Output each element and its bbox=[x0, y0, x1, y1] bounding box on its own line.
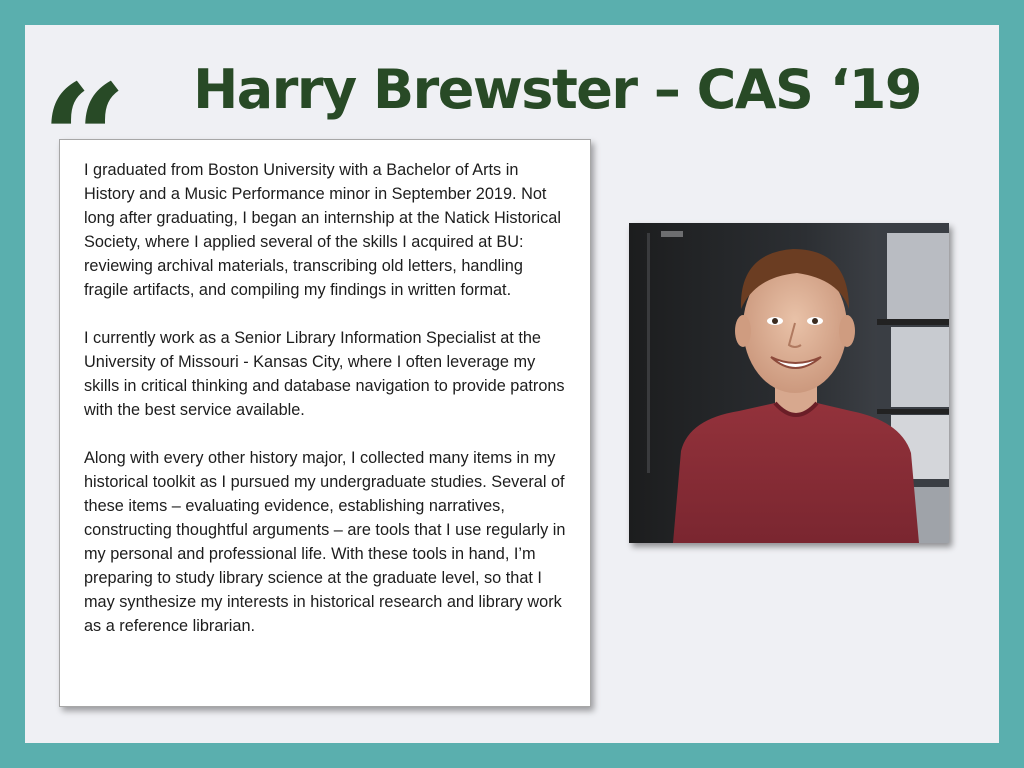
quote-mark-icon: “ bbox=[41, 52, 128, 228]
bio-paragraph-toolkit: Along with every other history major, I collected many items in my historical toolkit as I pursued my undergraduate studies. Several of these items – evaluating evidence, establishing narratives, constructing thoughtful arguments – are tools that I use regularly in my personal and professional life. With these tools in hand, I’m preparing to study library science at the graduate level, so that I may synthesize my interests in historical research and library work as a reference librarian. bbox=[84, 449, 566, 635]
bio-paragraph-current-work: I currently work as a Senior Library Information Specialist at the University of Missouri - Kansas City, where I often leverage my skills in critical thinking and database navigation to provide patrons with the best service available. bbox=[84, 329, 565, 419]
portrait-photo bbox=[629, 223, 949, 543]
bio-paragraph-education: I graduated from Boston University with a Bachelor of Arts in History and a Music Performance minor in September 2019. Not long after graduating, I began an internship at the Natick Historical Society, where I applied several of the skills I acquired at BU: reviewing archival materials, transcribing old letters, handling fragile artifacts, and compiling my findings in written format. bbox=[84, 161, 561, 299]
bio-text-box bbox=[59, 139, 591, 707]
page-title: Harry Brewster – CAS ‘19 bbox=[193, 58, 921, 121]
slide bbox=[25, 25, 999, 743]
